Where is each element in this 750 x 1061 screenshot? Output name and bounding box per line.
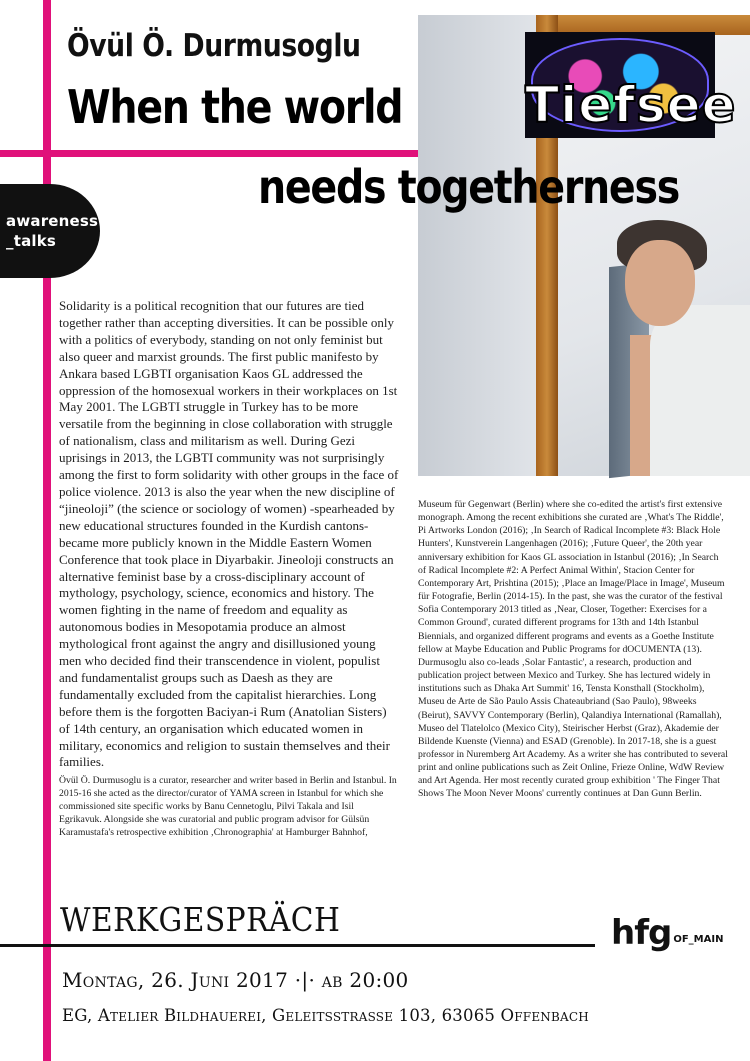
footer-divider — [0, 944, 595, 947]
bio-text-right: Museum für Gegenwart (Berlin) where she co-edited the artist's first extensive monograph. Among the recent exhibitions she curated are ‚What's The Riddle', Pi Artworks London (2016); ‚In Search of Radical Incomplete #3: Black Hole Hunters', Kunstverein Langenhagen (2016); ‚Future Queer', the 20th year anniversary exhibition for Kaos GL association in Istanbul (2016); ‚In Search of Radical Incomplete #2: A Perfect Animal Within', Stacion Center for Contemporary Art, Prishtina (2015); ‚Place an Image/Place in Image', Museum für Fotografie, Berlin (2014-15). In the past, she was the curator of the festival Sofia Contemporary 2013 titled as ‚Near, Closer, Together: Exercises for a Common Ground', curated different programs for 13th and 14th Istanbul Biennials, and organized different programs and events as a Goethe Institute fellow at Maybe Education and Public Programs for dOCUMENTA (13). Durmusoglu also co-leads ‚Solar Fantastic', a research, production and publication project between Mexico and Turkey. She has lectured widely in institutions such as Dhaka Art Summit' 16, Tensta Konsthall (Stockholm), Museu de Arte de São Paulo Assis Chateaubriand (Sao Paulo), 98weeks (Beirut), SAVVY Contemporary (Berlin), Qalandiya International (Ramallah), Museo del Tlatelolco (Mexico City), Steirischer Herbst (Graz), Akademie der Bildende Kuenste (Vienna) and ESAD (Grenoble). In 2017-18, she is a guest professor in Nuremberg Art Academy. As a writer she has contributed to several print and online publications such as Zeit Online, Frieze Online, WdW Review and Art Agenda. Her most recently curated group exhibition ' The Finger That Shows The Moon Never Moons' currently continues at Dan Gunn Berlin. — [418, 499, 728, 800]
title-line-2: needs togetherness — [258, 160, 679, 214]
title-line-1: When the world — [67, 80, 403, 134]
badge-line-1: awareness — [6, 212, 99, 230]
main-essay-text: Solidarity is a political recognition that our futures are tied together rather than accepting diversities. It can be possible only with a politics of everybody, standing on not only feminist but also queer and marxist grounds. The first public manifesto by Ankara based LGBTI organisation Kaos GL addressed the oppression of the homosexual workers in their workplaces on 1st May 2001. The LGBTI struggle in Turkey has to be more versatile from the beginning in close collaboration with struggle of nationalism, class and militarism as well. During Gezi uprisings in 2013, the LGBTI community was not surprisingly among the first to form solidarity with other groups in the face of police violence. 2013 is also the year when the new discipline of “jineoloji” (the science or sociology of women) -spearheaded by new educational structures founded in the Kurdish cantons- became more publicly known in the Middle Eastern Women Conference that took place in Diyarbakir. Jineoloji constructs an alternative feminist base by a cross-disciplinary account of mythology, psychology, science, economics and history. The women fighting in the name of freedom and equality as autonomous bodies in Mesopotamia produce an almost mythological front against the angry and disillusioned young men who decided find their transcendence in violent, populist and fundamentalist groups such as Daesh as they are fundamentally excluded from the capitalist hierarchies. Long before them is the forgotten Baciyan-i Rum (Anatolian Sisters) of 14th century, an organisation which educated women in military, economics and religion to sustain themselves and their families. — [59, 298, 399, 770]
hfg-logo — [611, 913, 724, 953]
event-venue: EG, Atelier Bildhauerei, Geleitsstrasse 103, 63065 Offenbach — [62, 1006, 589, 1025]
event-date: Montag, 26. Juni 2017 ·|· ab 20:00 — [62, 968, 409, 992]
event-type-heading: WERKGESPRÄCH — [60, 900, 341, 939]
bio-text-left: Övül Ö. Durmusoglu is a curator, researcher and writer based in Berlin and Istanbul. In 2015-16 she acted as the director/curator of YAMA screen in Istanbul for which she commissioned site specific works by Banu Cennetoglu, Pilvi Takala and Isil Egrikavuk. Alongside she was curatorial and public program advisor for Gülsün Karamustafa's retrospective exhibition ‚Chronographia' at Hamburger Bahnhof, — [59, 775, 397, 838]
author-name: Övül Ö. Durmusoglu — [67, 28, 361, 64]
hfg-logo-suffix: OF_MAIN — [673, 934, 724, 945]
horizontal-accent-line — [0, 150, 418, 157]
hfg-logo-text: hfg — [611, 913, 672, 953]
awareness-talks-badge — [0, 184, 100, 278]
badge-line-2: _talks — [6, 232, 57, 250]
vertical-accent-line — [43, 0, 51, 1061]
tiefsee-logo — [525, 32, 737, 138]
tiefsee-logo-word: Tiefsee — [525, 76, 737, 134]
